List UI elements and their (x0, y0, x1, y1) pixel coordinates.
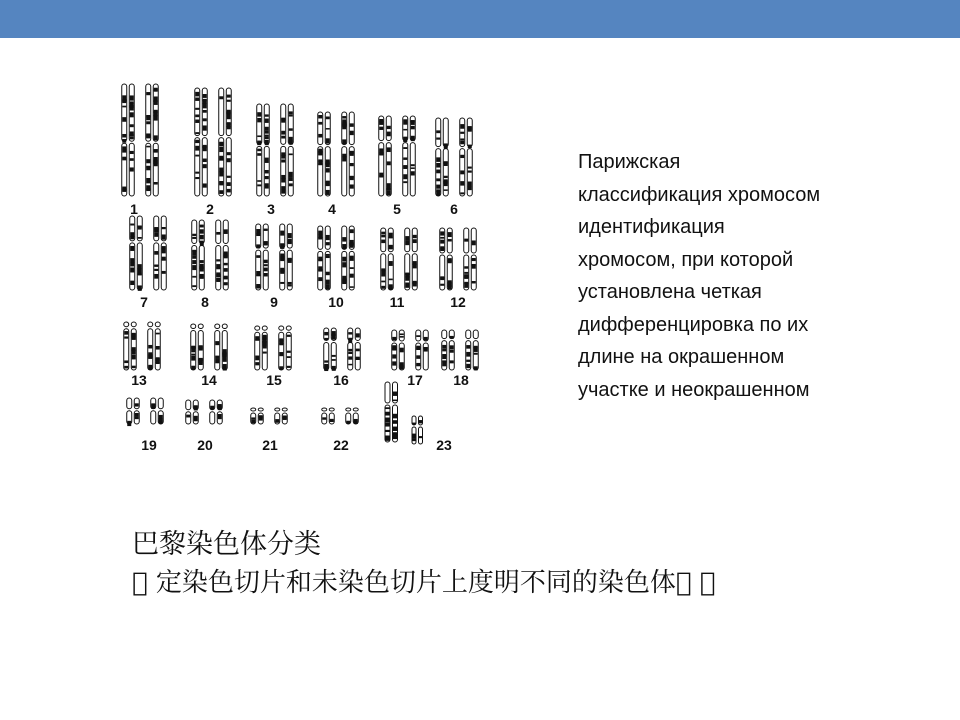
chromosome (399, 330, 404, 370)
chromosome-label-11: 11 (389, 294, 405, 310)
chromosome-label-9: 9 (270, 294, 278, 310)
chromosome (325, 112, 330, 196)
chromosome (443, 118, 448, 196)
chromosome (223, 220, 228, 290)
chromosome (199, 220, 204, 290)
chromosome-label-5: 5 (393, 201, 401, 217)
chromosome (348, 328, 353, 370)
chromosome (148, 322, 153, 370)
chromosome (349, 226, 354, 290)
chromosome (355, 328, 360, 370)
chromosome-label-13: 13 (131, 372, 147, 388)
description-line: Парижская (578, 151, 681, 173)
chromosome (392, 330, 397, 370)
chromosome-label-19: 19 (141, 437, 157, 453)
chromosome (186, 400, 191, 424)
chromosome (216, 220, 221, 290)
chromosome (322, 408, 327, 424)
chromosome-label-3: 3 (267, 201, 275, 217)
chromosome (282, 408, 287, 424)
chromosome (124, 322, 129, 370)
chromosome (353, 408, 358, 424)
chromosome (324, 328, 329, 371)
chromosome (318, 226, 323, 290)
chromosome (331, 328, 336, 371)
chromosome (198, 324, 203, 370)
chromosome (279, 326, 284, 370)
description-line: участке и неокрашенном (578, 378, 810, 401)
chromosome-label-4: 4 (328, 201, 336, 217)
description-line: идентификация (578, 216, 725, 238)
chinese-title: 巴黎染色体分类 (132, 529, 321, 560)
chromosome (193, 400, 198, 424)
chromosome (318, 112, 323, 196)
chromosome-label-15: 15 (266, 372, 282, 388)
chromosome (440, 228, 445, 290)
chinese-description: ￿ 定染色切片和未染色切片上度明不同的染色体￿ ￿ (132, 568, 716, 598)
chromosome (127, 398, 132, 426)
chromosome (158, 398, 163, 424)
chromosome (403, 116, 408, 196)
chromosome (386, 116, 391, 196)
chromosome (154, 216, 159, 290)
karyotype-diagram (118, 78, 480, 458)
chromosome (460, 118, 465, 196)
chromosome (288, 104, 293, 196)
chromosome (464, 228, 469, 290)
chromosome (256, 224, 261, 290)
description-line: хромосом, при которой (578, 248, 794, 271)
chromosome (473, 330, 478, 370)
description-line: установлена четкая (578, 281, 762, 303)
chromosome-label-8: 8 (201, 294, 209, 310)
chromosome (129, 84, 134, 196)
chromosome-label-1: 1 (130, 201, 138, 217)
chromosome-label-23: 23 (436, 437, 452, 453)
chromosome (258, 408, 263, 424)
description-line: дифференцировка по их (578, 313, 809, 336)
chromosome (423, 330, 428, 370)
chromosome (191, 324, 196, 370)
chromosome-label-16: 16 (333, 372, 349, 388)
chromosome (130, 216, 135, 290)
chromosome (342, 112, 347, 196)
chromosome (134, 398, 139, 424)
chromosome (255, 326, 260, 370)
chromosome (393, 382, 398, 442)
chromosome (379, 116, 384, 196)
description-line: длине на окрашенном (578, 346, 785, 368)
chromosome (155, 322, 160, 370)
chromosome (388, 228, 393, 290)
chromosome (471, 228, 476, 290)
chromosome (410, 116, 415, 196)
chromosome-label-18: 18 (453, 372, 469, 388)
chromosome (219, 88, 224, 196)
chromosome (287, 224, 292, 290)
chromosome (146, 84, 151, 196)
chromosome-label-10: 10 (328, 294, 344, 310)
chromosome (153, 84, 158, 196)
chromosome (329, 408, 334, 424)
chromosome-label-7: 7 (140, 294, 148, 310)
chromosome (342, 226, 347, 290)
chromosome (151, 398, 156, 424)
chromosome (442, 330, 447, 370)
chromosome-label-17: 17 (407, 372, 423, 388)
chromosome (202, 88, 207, 196)
chromosome (195, 88, 200, 196)
chromosome (467, 118, 472, 196)
chromosome (419, 416, 423, 444)
description-line: классификация хромосом (578, 183, 821, 206)
chromosome (275, 408, 280, 424)
chromosome (210, 400, 215, 424)
chromosome (286, 326, 291, 370)
chromosome (215, 324, 220, 370)
chromosome (257, 104, 262, 196)
chromosome (416, 330, 421, 370)
chromosome (412, 228, 417, 290)
chromosome-label-21: 21 (262, 437, 278, 453)
chromosome-label-22: 22 (333, 437, 349, 453)
chromosome (137, 216, 142, 291)
chromosome (251, 408, 256, 424)
chromosome (281, 104, 286, 196)
chromosome (436, 118, 441, 196)
chromosome (192, 220, 197, 290)
chromosome (466, 330, 471, 370)
chromosome (262, 326, 267, 370)
chromosome (226, 88, 231, 196)
chromosome (263, 224, 268, 290)
top-accent-bar (0, 0, 960, 38)
chromosome (385, 382, 390, 442)
description-text (578, 146, 948, 406)
chromosome (449, 330, 454, 370)
chromosome-label-2: 2 (206, 201, 214, 217)
chromosome (405, 228, 410, 290)
chromosome-label-12: 12 (450, 294, 466, 310)
chromosome (447, 228, 452, 290)
chromosome (280, 224, 285, 290)
chromosome-label-14: 14 (201, 372, 217, 388)
chromosome (264, 104, 269, 196)
chromosome (412, 416, 416, 444)
chromosome (381, 228, 386, 290)
chromosome-label-20: 20 (197, 437, 213, 453)
chromosome (122, 84, 127, 196)
chromosome (349, 112, 354, 196)
chromosome (222, 324, 227, 371)
chromosome (325, 226, 330, 290)
chromosome (346, 408, 351, 424)
chromosome (161, 216, 166, 290)
chromosome (131, 322, 136, 370)
chromosome-label-6: 6 (450, 201, 458, 217)
chromosome (217, 400, 222, 424)
